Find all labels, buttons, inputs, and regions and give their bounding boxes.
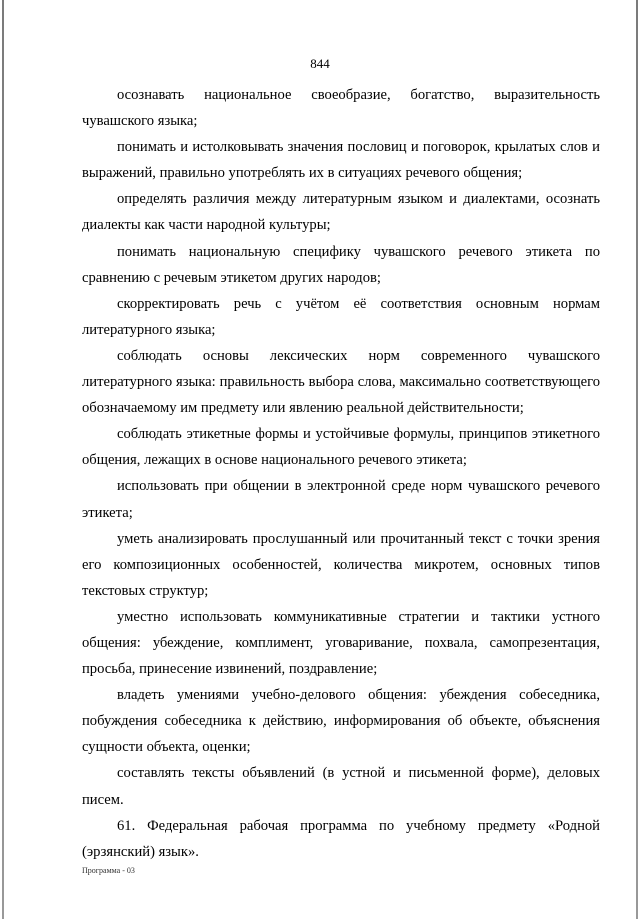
section-heading-paragraph: 61. Федеральная рабочая программа по учебному предмету «Родной (эрзянский) язык». [82, 817, 600, 860]
paragraph: составлять тексты объявлений (в устной и письменной форме), деловых писем. [82, 765, 600, 808]
page-number: 844 [310, 56, 330, 71]
body-text [82, 82, 600, 865]
paragraph: скорректировать речь с учётом её соответствия основным нормам литературного языка; [82, 295, 600, 338]
paragraph: определять различия между литературным языком и диалектами, осознать диалекты как части народной культуры; [82, 191, 600, 234]
paragraph: владеть умениями учебно-делового общения: убеждения собеседника, побуждения собеседника к действию, информирования об объекте, объяснения сущности объекта, оценки; [82, 687, 600, 756]
paragraph: понимать и истолковывать значения пословиц и поговорок, крылатых слов и выражений, правильно употреблять их в ситуациях речевого общения; [82, 139, 600, 182]
footer-label: Программа - 03 [82, 866, 135, 875]
paragraph: соблюдать этикетные формы и устойчивые формулы, принципов этикетного общения, лежащих в основе национального речевого этикета; [82, 426, 600, 469]
paragraph: осознавать национальное своеобразие, богатство, выразительность чувашского языка; [82, 87, 600, 130]
paragraph: соблюдать основы лексических норм современного чувашского литературного языка: правильность выбора слова, максимально соответствующего обозначаемому им предмету или явлению реальной действительности; [82, 347, 600, 417]
paragraph: понимать национальную специфику чувашского речевого этикета по сравнению с речевым этикетом других народов; [82, 243, 600, 286]
paragraph: использовать при общении в электронной среде норм чувашского речевого этикета; [82, 478, 600, 521]
scan-edge-left [2, 0, 4, 919]
paragraph: уметь анализировать прослушанный или прочитанный текст с точки зрения его композиционных особенностей, количества микротем, основных типов текстовых структур; [82, 530, 600, 599]
scan-edge-right [636, 0, 638, 919]
paragraph: уместно использовать коммуникативные стратегии и тактики устного общения: убеждение, комплимент, уговаривание, похвала, самопрезентация, просьба, принесение извинений, поздравление; [82, 608, 600, 678]
